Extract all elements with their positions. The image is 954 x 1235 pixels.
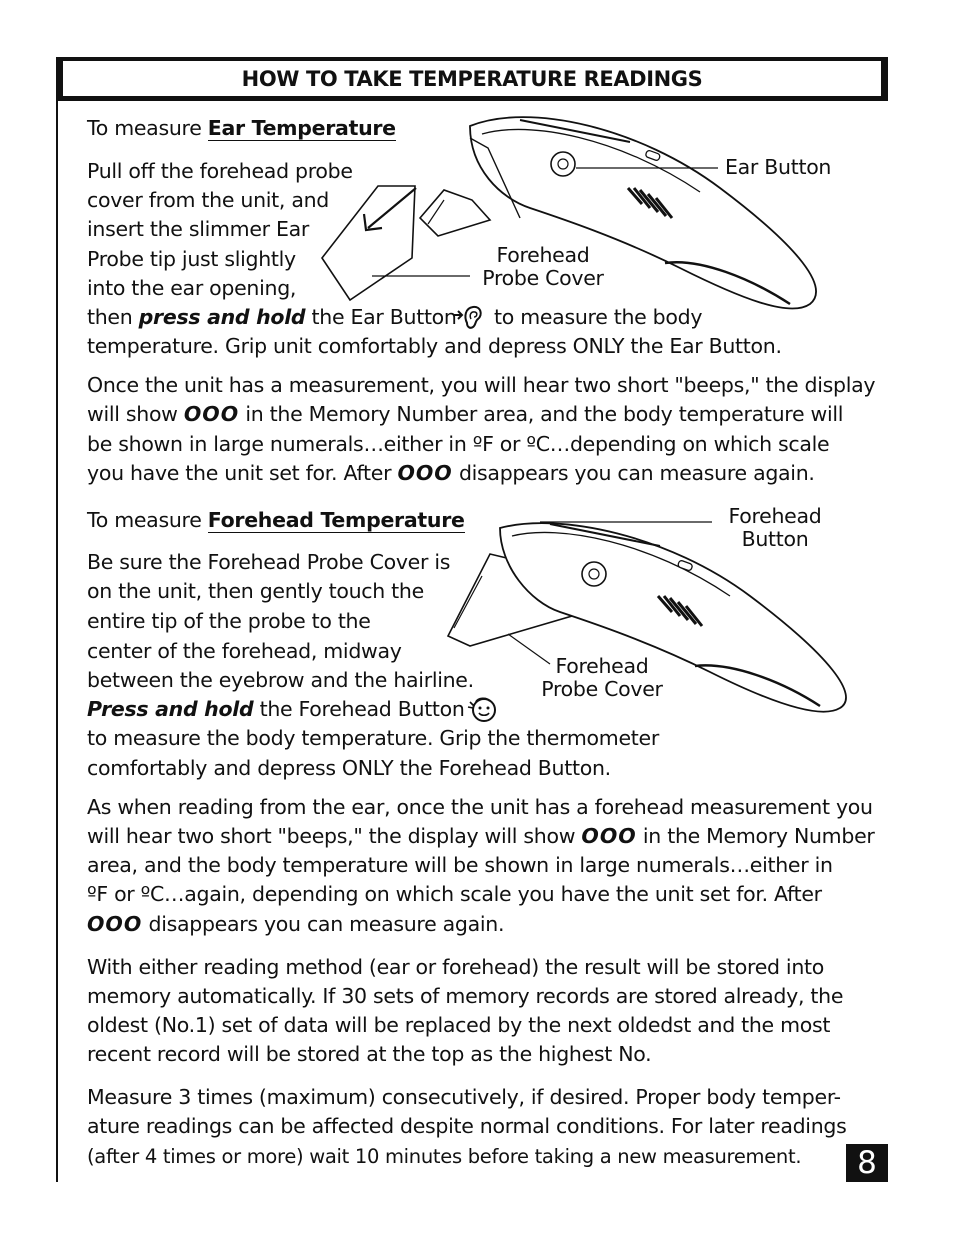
ear-instruction-line: into the ear opening, xyxy=(87,276,297,300)
memory-code: OOO xyxy=(87,912,143,936)
ear-instruction-line: temperature. Grip unit comfortably and depress ONLY the Ear Button. xyxy=(87,334,782,358)
forehead-instruction-line: comfortably and depress ONLY the Forehead Button. xyxy=(87,756,611,780)
section-title-box xyxy=(56,57,888,101)
ear-instruction-line: Pull off the forehead probe xyxy=(87,159,353,183)
ear-instruction-line: Probe tip just slightly xyxy=(87,247,296,271)
forehead-button-label: Forehead Button xyxy=(728,504,822,551)
ear-instruction-line: cover from the unit, and xyxy=(87,188,330,212)
forehead-instruction-line: to measure the body temperature. Grip the thermometer xyxy=(87,726,659,750)
memory-code: OOO xyxy=(397,461,453,485)
ear-instruction-line: insert the slimmer Ear xyxy=(87,217,310,241)
forehead-instruction-line: center of the forehead, midway xyxy=(87,639,402,663)
forehead-result-line: area, and the body temperature will be shown in large numerals…either in xyxy=(87,853,833,877)
forehead-intro: To measure Forehead Temperature xyxy=(87,508,465,532)
page-frame-left xyxy=(56,57,58,1182)
section-title: HOW TO TAKE TEMPERATURE READINGS xyxy=(241,66,703,91)
measure-line: ature readings can be affected despite normal conditions. For later readings xyxy=(87,1114,847,1138)
forehead-instruction-line: between the eyebrow and the hairline. xyxy=(87,668,474,692)
ear-result-line: Once the unit has a measurement, you will hear two short "beeps," the display xyxy=(87,373,876,397)
ear-temperature-heading: Ear Temperature xyxy=(207,116,396,140)
memory-line: recent record will be stored at the top as the highest No. xyxy=(87,1042,652,1066)
ear-instruction-line: then press and hold the Ear Button xyxy=(87,305,457,329)
forehead-instruction-line: Press and hold the Forehead Button xyxy=(87,697,465,721)
memory-line: memory automatically. If 30 sets of memory records are stored already, the xyxy=(87,984,844,1008)
ear-instruction-line: to measure the body xyxy=(494,305,703,329)
memory-code: OOO xyxy=(581,824,637,848)
forehead-temperature-heading: Forehead Temperature xyxy=(207,508,465,532)
forehead-instruction-line: Be sure the Forehead Probe Cover is xyxy=(87,550,451,574)
memory-code: OOO xyxy=(183,402,240,426)
forehead-result-line: will hear two short "beeps," the display will show OOO in the Memory Number xyxy=(87,824,875,848)
forehead-result-line: ºF or ºC…again, depending on which scale you have the unit set for. After xyxy=(87,882,822,906)
forehead-result-line: As when reading from the ear, once the unit has a forehead measurement you xyxy=(87,795,873,819)
memory-line: With either reading method (ear or forehead) the result will be stored into xyxy=(87,955,825,979)
ear-result-line: you have the unit set for. After OOO disappears you can measure again. xyxy=(87,461,815,485)
page-number: 8 xyxy=(846,1144,888,1182)
ear-button-label: Ear Button xyxy=(725,155,832,179)
memory-line: oldest (No.1) set of data will be replaced by the next oldedst and the most xyxy=(87,1013,831,1037)
forehead-instruction-line: on the unit, then gently touch the xyxy=(87,579,424,603)
ear-result-line: will show OOO in the Memory Number area, and the body temperature will xyxy=(87,402,844,426)
forehead-probe-cover-label: Forehead Probe Cover xyxy=(482,243,604,290)
forehead-result-line: OOO disappears you can measure again. xyxy=(87,912,505,936)
ear-intro: To measure Ear Temperature xyxy=(87,116,396,140)
measure-line: (after 4 times or more) wait 10 minutes before taking a new measurement. xyxy=(87,1145,802,1168)
ear-result-line: be shown in large numerals…either in ºF or ºC…depending on which scale xyxy=(87,432,830,456)
forehead-probe-cover-label: Forehead Probe Cover xyxy=(541,654,663,701)
measure-line: Measure 3 times (maximum) consecutively, if desired. Proper body temper- xyxy=(87,1085,841,1109)
forehead-instruction-line: entire tip of the probe to the xyxy=(87,609,371,633)
